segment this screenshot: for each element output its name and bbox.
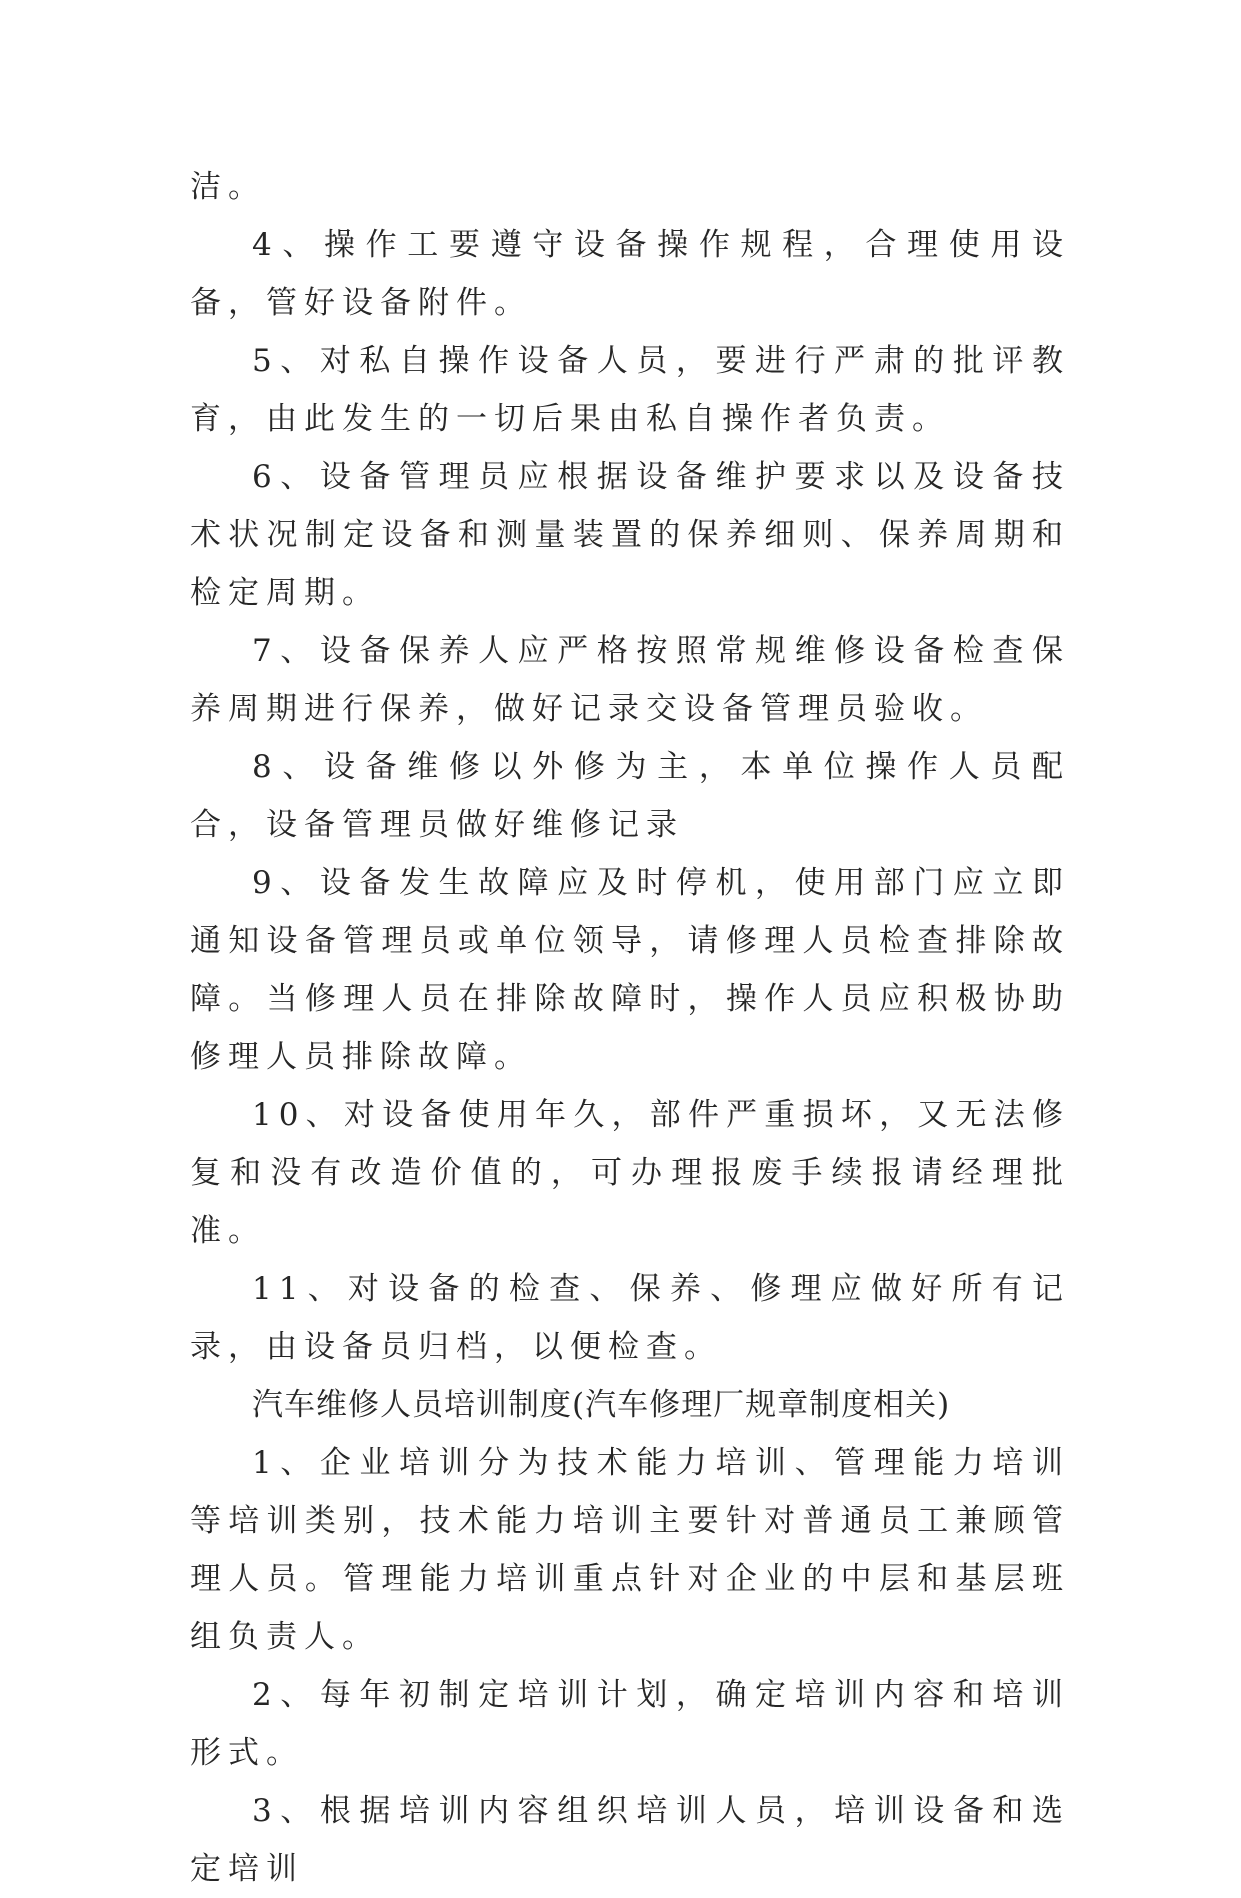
paragraph-item-10: 10、对设备使用年久，部件严重损坏，又无法修复和没有改造价值的，可办理报废手续报请经理批准。: [190, 1097, 1070, 1249]
paragraph-item-4: 4、操作工要遵守设备操作规程，合理使用设备，管好设备附件。: [190, 227, 1070, 321]
paragraph-continued: 洁。: [190, 169, 266, 205]
paragraph-item-9: 9、设备发生故障应及时停机，使用部门应立即通知设备管理员或单位领导，请修理人员检查排除故障。当修理人员在排除故障时，操作人员应积极协助修理人员排除故障。: [190, 865, 1070, 1075]
paragraph-training-2: 2、每年初制定培训计划，确定培训内容和培训形式。: [190, 1677, 1070, 1771]
paragraph-item-11: 11、对设备的检查、保养、修理应做好所有记录，由设备员归档，以便检查。: [190, 1271, 1070, 1365]
paragraph-item-6: 6、设备管理员应根据设备维护要求以及设备技术状况制定设备和测量装置的保养细则、保养周期和检定周期。: [190, 459, 1070, 611]
body-text: [190, 158, 1070, 1898]
paragraph-training-1: 1、企业培训分为技术能力培训、管理能力培训等培训类别，技术能力培训主要针对普通员工兼顾管理人员。管理能力培训重点针对企业的中层和基层班组负责人。: [190, 1445, 1070, 1655]
paragraph-item-7: 7、设备保养人应严格按照常规维修设备检查保养周期进行保养，做好记录交设备管理员验收。: [190, 633, 1070, 727]
paragraph-item-8: 8、设备维修以外修为主，本单位操作人员配合，设备管理员做好维修记录: [190, 749, 1070, 843]
paragraph-training-3: 3、根据培训内容组织培训人员，培训设备和选定培训: [190, 1793, 1070, 1887]
section-heading: 汽车维修人员培训制度(汽车修理厂规章制度相关): [252, 1387, 951, 1423]
paragraph-item-5: 5、对私自操作设备人员，要进行严肃的批评教育，由此发生的一切后果由私自操作者负责。: [190, 343, 1070, 437]
